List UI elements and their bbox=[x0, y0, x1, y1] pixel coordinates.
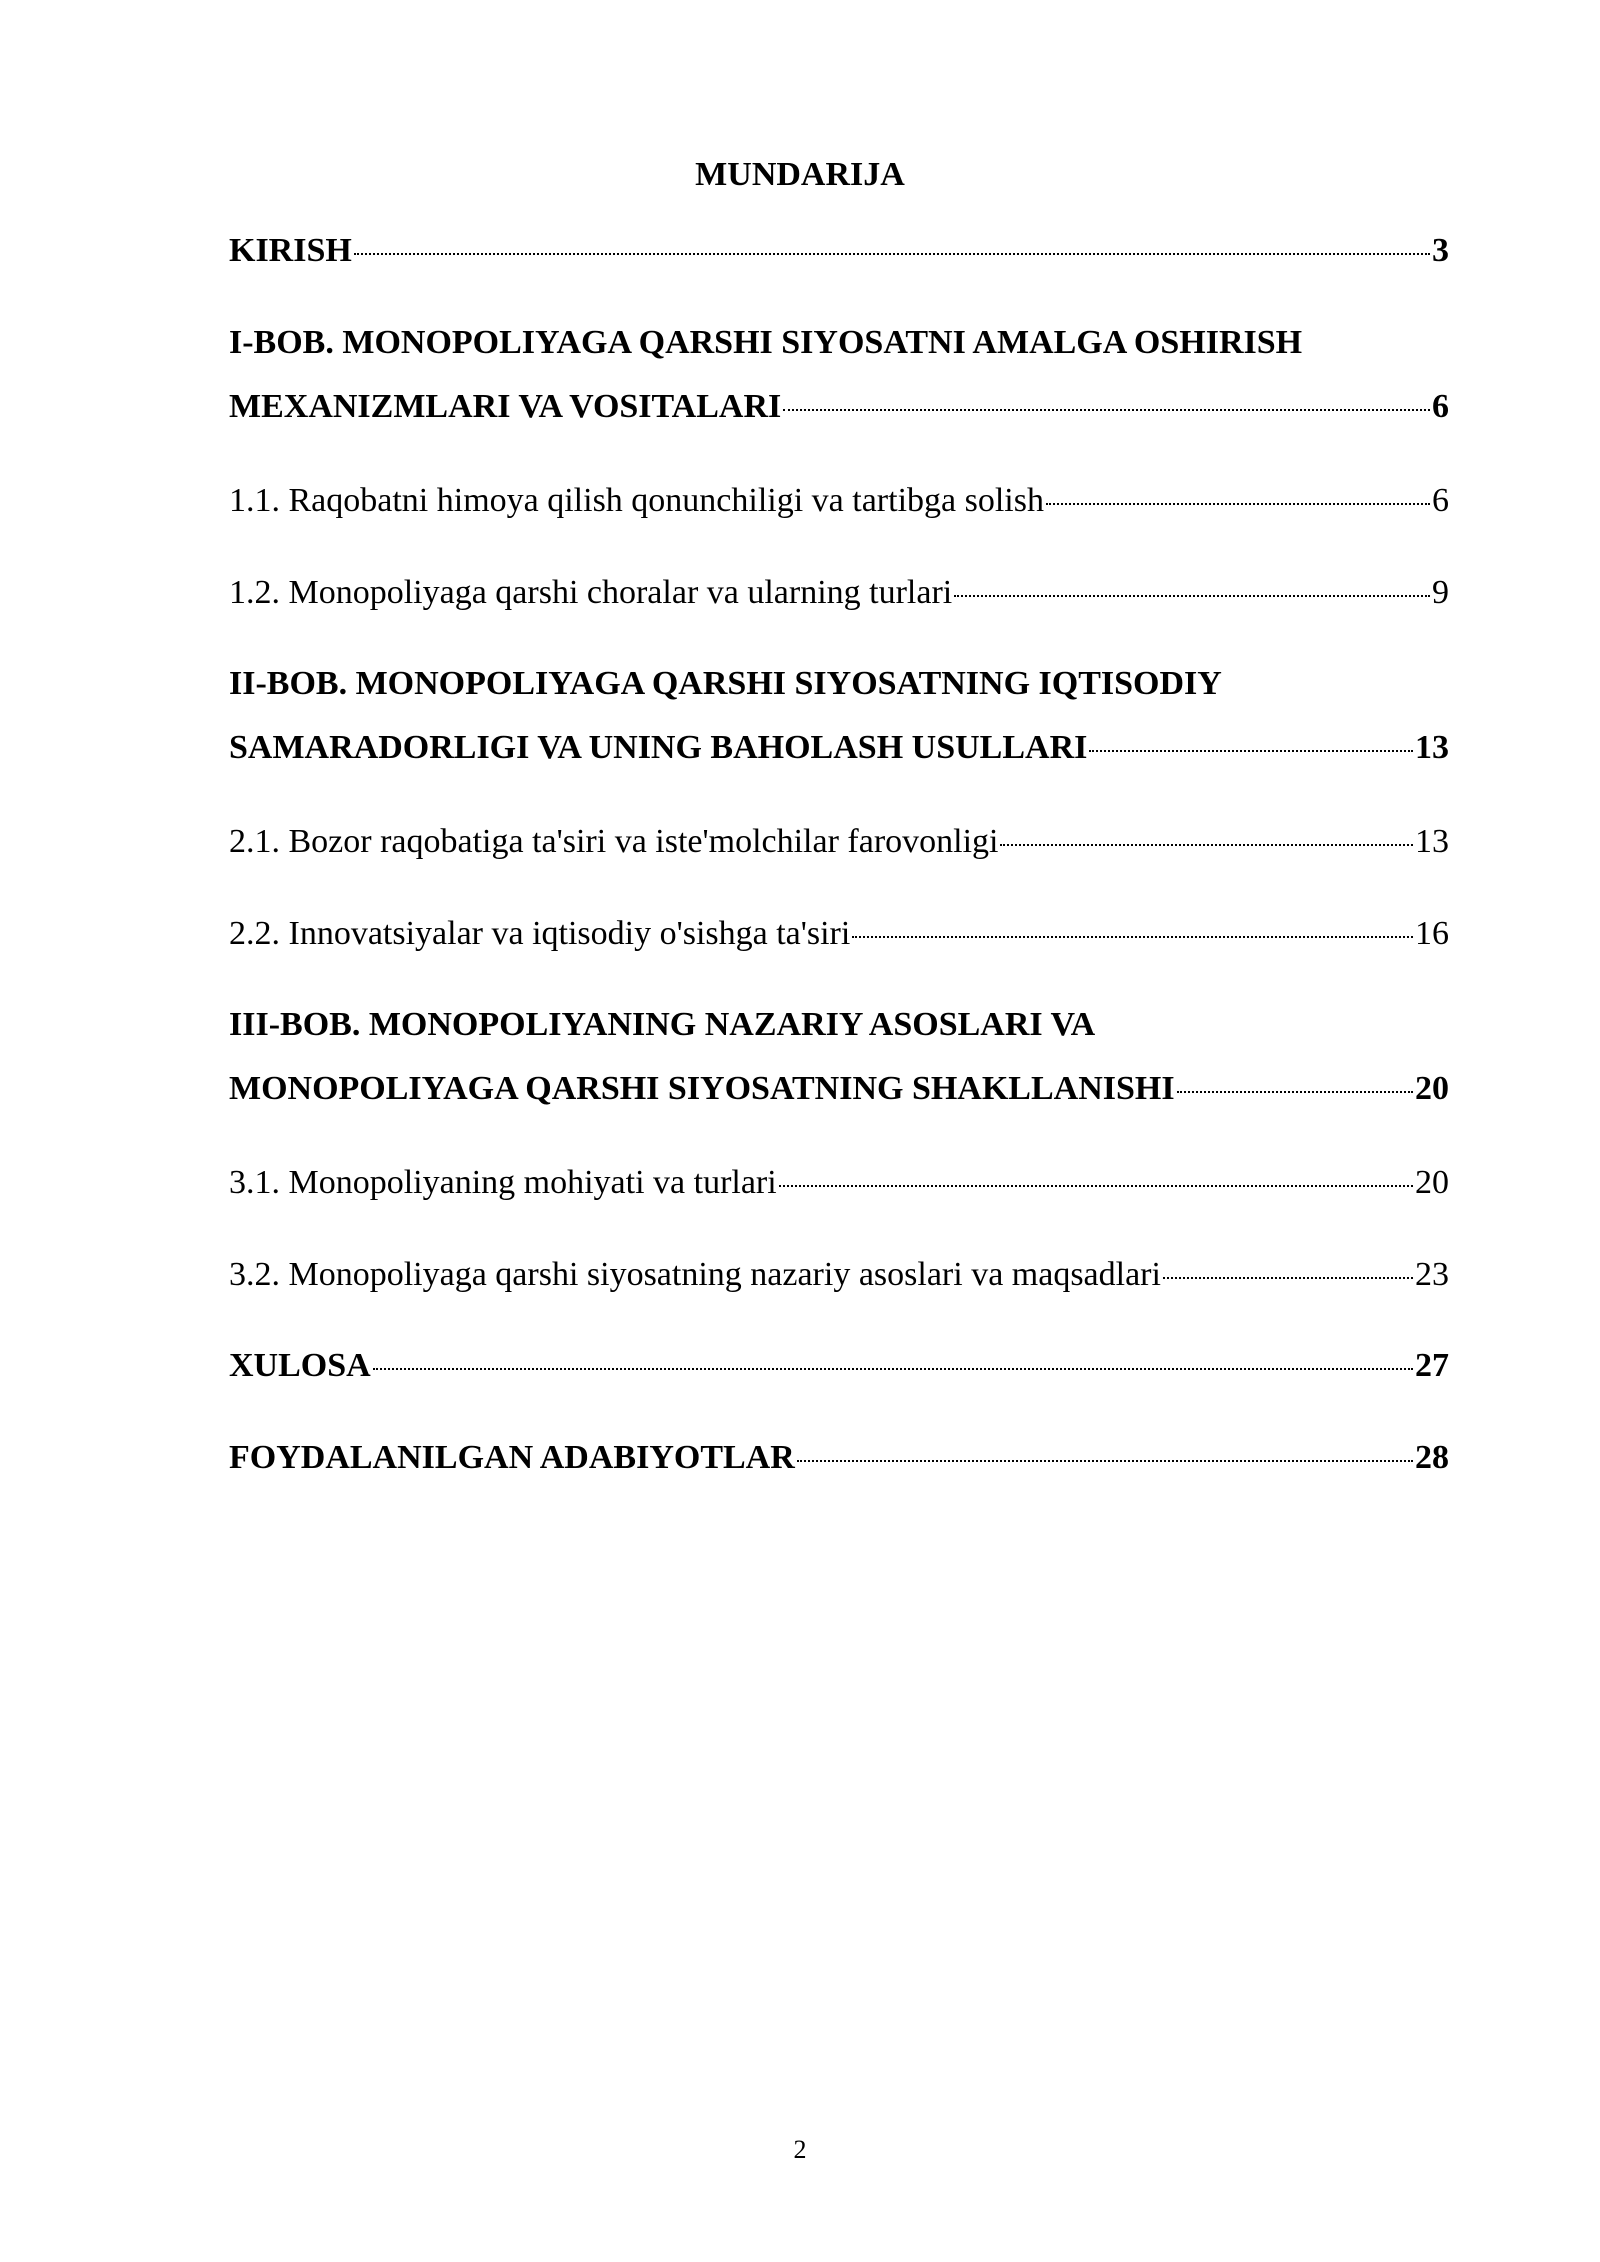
toc-entry-text-line1: III-BOB. MONOPOLIYANING NAZARIY ASOSLARI VA bbox=[229, 1006, 1096, 1043]
toc-entry-text: MONOPOLIYAGA QARSHI SIYOSATNING SHAKLLANISHI bbox=[229, 1070, 1175, 1107]
toc-entry-section-2-1[interactable] bbox=[229, 817, 1449, 867]
toc-entry-chapter-1[interactable] bbox=[229, 318, 1449, 432]
toc-page-number: 3 bbox=[1432, 232, 1449, 269]
dot-leader bbox=[797, 1460, 1413, 1462]
dot-leader bbox=[783, 409, 1430, 411]
dot-leader bbox=[1000, 844, 1413, 846]
toc-entry-section-3-1[interactable] bbox=[229, 1158, 1449, 1208]
dot-leader bbox=[1163, 1277, 1413, 1279]
dot-leader bbox=[1089, 750, 1413, 752]
toc-entry-section-1-2[interactable] bbox=[229, 568, 1449, 618]
toc-entry-section-2-2[interactable] bbox=[229, 909, 1449, 959]
toc-page-number: 20 bbox=[1415, 1070, 1449, 1107]
toc-entry-text: XULOSA bbox=[229, 1347, 371, 1384]
toc-title: MUNDARIJA bbox=[695, 156, 905, 193]
toc-entry-text: 1.1. Raqobatni himoya qilish qonunchiligi va tartibga solish bbox=[229, 482, 1044, 519]
toc-entry-chapter-3[interactable] bbox=[229, 1000, 1449, 1114]
page-number: 2 bbox=[793, 2135, 807, 2164]
toc-page-number: 9 bbox=[1432, 574, 1449, 611]
toc-entry-chapter-2[interactable] bbox=[229, 659, 1449, 773]
toc-entry-xulosa[interactable] bbox=[229, 1341, 1449, 1391]
dot-leader bbox=[1177, 1091, 1413, 1093]
toc-page-number: 6 bbox=[1432, 388, 1449, 425]
toc-page-number: 27 bbox=[1415, 1347, 1449, 1384]
toc-page-number: 6 bbox=[1432, 482, 1449, 519]
toc-page-number: 20 bbox=[1415, 1164, 1449, 1201]
dot-leader bbox=[954, 595, 1430, 597]
toc-entry-text: MEXANIZMLARI VA VOSITALARI bbox=[229, 388, 782, 425]
toc-page-number: 13 bbox=[1415, 823, 1449, 860]
toc-entry-text: KIRISH bbox=[229, 232, 352, 269]
dot-leader bbox=[1046, 503, 1430, 505]
toc-entry-section-3-2[interactable] bbox=[229, 1250, 1449, 1300]
toc-entry-text: 2.1. Bozor raqobatiga ta'siri va iste'molchilar farovonligi bbox=[229, 823, 999, 860]
dot-leader bbox=[852, 936, 1413, 938]
toc-entry-text: 1.2. Monopoliyaga qarshi choralar va ularning turlari bbox=[229, 574, 953, 611]
toc-entry-text: FOYDALANILGAN ADABIYOTLAR bbox=[229, 1439, 795, 1476]
toc-page-number: 16 bbox=[1415, 915, 1449, 952]
toc-page-number: 13 bbox=[1415, 729, 1449, 766]
toc-entry-section-1-1[interactable] bbox=[229, 476, 1449, 526]
dot-leader bbox=[779, 1185, 1413, 1187]
toc-page-number: 23 bbox=[1415, 1256, 1449, 1293]
toc-entry-text: SAMARADORLIGI VA UNING BAHOLASH USULLARI bbox=[229, 729, 1088, 766]
toc-page-number: 28 bbox=[1415, 1439, 1449, 1476]
toc-entry-kirish[interactable] bbox=[229, 226, 1449, 276]
toc-entry-text: 3.2. Monopoliyaga qarshi siyosatning nazariy asoslari va maqsadlari bbox=[229, 1256, 1161, 1293]
dot-leader bbox=[354, 253, 1430, 255]
toc-entry-references[interactable] bbox=[229, 1433, 1449, 1483]
dot-leader bbox=[373, 1368, 1413, 1370]
toc-entry-text: 2.2. Innovatsiyalar va iqtisodiy o'sishga ta'siri bbox=[229, 915, 851, 952]
toc-entry-text: 3.1. Monopoliyaning mohiyati va turlari bbox=[229, 1164, 777, 1201]
toc-entry-text-line1: II-BOB. MONOPOLIYAGA QARSHI SIYOSATNING IQTISODIY bbox=[229, 665, 1222, 702]
toc-entry-text-line1: I-BOB. MONOPOLIYAGA QARSHI SIYOSATNI AMALGA OSHIRISH bbox=[229, 324, 1303, 361]
